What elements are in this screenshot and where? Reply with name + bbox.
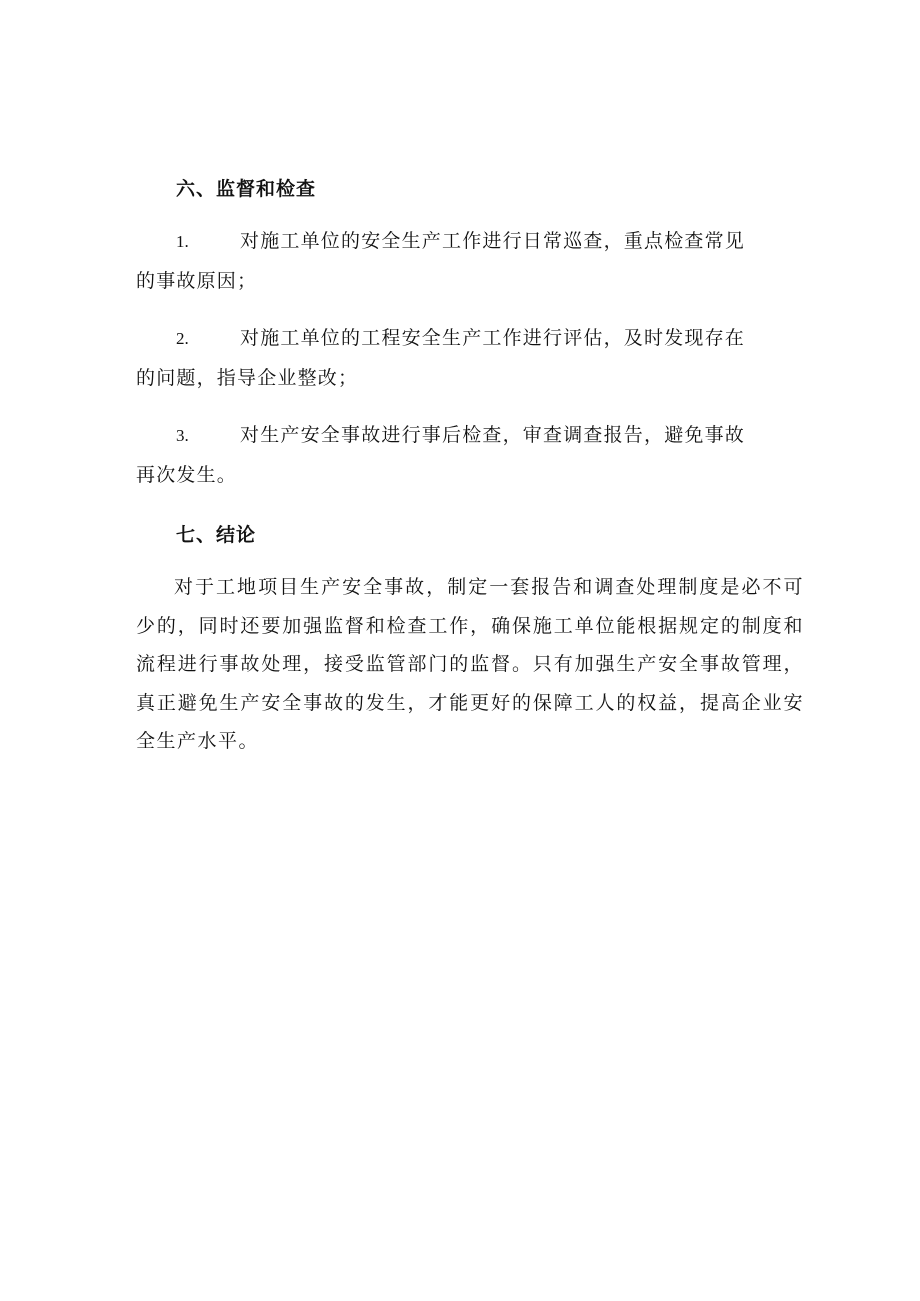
section-6-heading: 六、监督和检查: [176, 178, 317, 200]
list-item-text-line1: 对施工单位的工程安全生产工作进行评估，及时发现存在: [240, 327, 746, 349]
list-item-number: 3.: [176, 426, 189, 445]
section-7-heading: 七、结论: [176, 524, 257, 546]
list-item-text-line1: 对生产安全事故进行事后检查，审查调查报告，避免事故: [240, 424, 746, 446]
list-item-text-line2: 的事故原因；: [136, 270, 258, 292]
list-item-text-line1: 对施工单位的安全生产工作进行日常巡查，重点检查常见: [240, 230, 746, 252]
list-item-text-line2: 的问题，指导企业整改；: [136, 367, 359, 389]
list-item-text-line2: 再次发生。: [136, 464, 238, 486]
list-item-number: 1.: [176, 232, 189, 251]
list-item-number: 2.: [176, 329, 189, 348]
conclusion-paragraph: 对于工地项目生产安全事故，制定一套报告和调查处理制度是必不可少的，同时还要加强监督和检查工作，确保施工单位能根据规定的制度和流程进行事故处理，接受监管部门的监督。只有加强生产安全事故管理，真正避免生产安全事故的发生，才能更好的保障工人的权益，提高企业安全生产水平。: [136, 576, 804, 752]
